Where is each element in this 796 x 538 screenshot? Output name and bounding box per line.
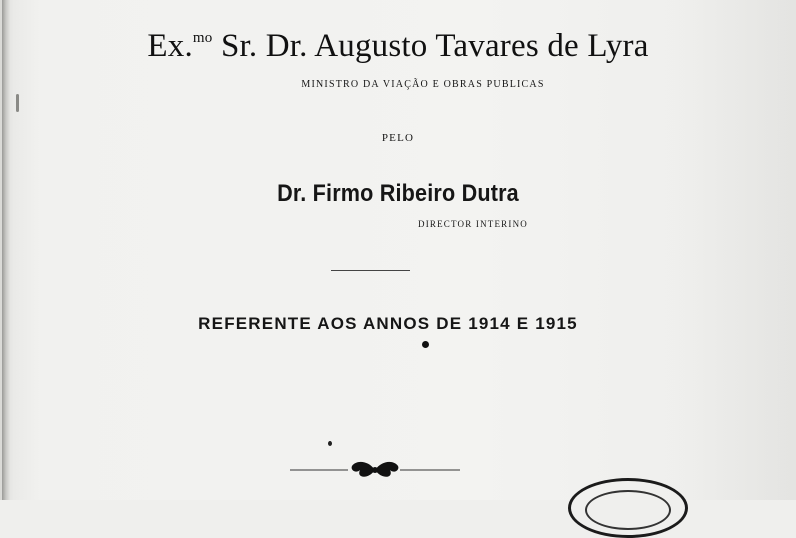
dedicatee-heading [0,28,796,65]
by-word: PELO [381,132,415,144]
report-period: REFERENTE AOS ANNOS DE 1914 E 1915 [198,314,578,333]
dedicatee-prefix: Ex. [147,28,193,64]
spine-mark [16,94,19,112]
ornament-divider [290,456,460,486]
book-spine-edge [2,0,10,500]
author-role: DIRECTOR INTERINO [418,219,528,229]
page-shading [676,0,796,500]
ink-speck [328,441,332,446]
ink-dot [422,341,429,348]
dedicatee-name: Sr. Dr. Augusto Tavares de Lyra [212,28,649,64]
minister-role: MINISTRO DA VIAÇÃO E OBRAS PUBLICAS [301,79,545,90]
divider-rule [331,270,410,271]
author-name: Dr. Firmo Ribeiro Dutra [277,180,519,207]
library-stamp-inner-ring [585,490,671,530]
dedicatee-superscript: mo [192,30,213,46]
